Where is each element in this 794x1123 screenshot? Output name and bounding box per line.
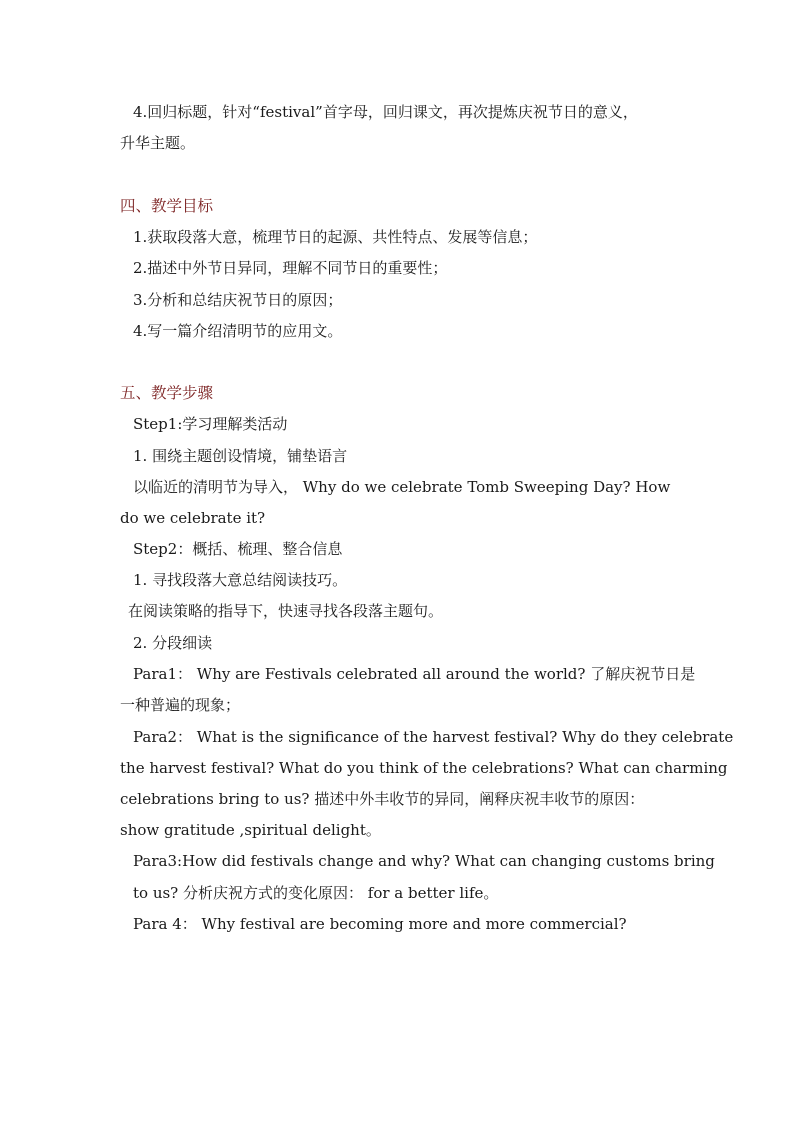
step1-intro-line-2: do we celebrate it? xyxy=(120,509,266,527)
para3-line-1: Para3:How did festivals change and why? What can changing customs bring xyxy=(133,852,715,870)
step1-intro-line-1: 以临近的清明节为导入， Why do we celebrate Tomb Sweeping Day? How xyxy=(133,478,671,496)
steps-heading: 五、教学步骤 xyxy=(120,384,214,402)
para2-line-3: celebrations bring to us? 描述中外丰收节的异同，阐释庆祝丰收节的原因： xyxy=(120,790,645,808)
step2-item-2: 2. 分段细读 xyxy=(133,634,213,652)
objective-item-1: 1.获取段落大意，梳理节日的起源、共性特点、发展等信息； xyxy=(133,228,538,246)
objectives-heading: 四、教学目标 xyxy=(120,197,214,215)
objective-item-3: 3.分析和总结庆祝节日的原因； xyxy=(133,291,343,309)
para1-line-2: 一种普遍的现象； xyxy=(120,696,241,714)
intro-item-4-line-1: 4.回归标题，针对“festival”首字母，回归课文，再次提炼庆祝节日的意义， xyxy=(133,103,638,121)
step2-item-1: 1. 寻找段落大意总结阅读技巧。 xyxy=(133,571,348,589)
step1-title: Step1:学习理解类活动 xyxy=(133,415,288,433)
intro-item-4-line-2: 升华主题。 xyxy=(120,134,196,152)
step2-item-1-description: 在阅读策略的指导下，快速寻找各段落主题句。 xyxy=(128,602,444,620)
objective-item-2: 2.描述中外节日异同，理解不同节日的重要性； xyxy=(133,259,448,277)
para2-line-1: Para2： What is the significance of the harvest festival? Why do they celebrate xyxy=(133,728,734,746)
para4-line-1: Para 4： Why festival are becoming more and more commercial? xyxy=(133,915,627,933)
para3-line-2: to us? 分析庆祝方式的变化原因： for a better life。 xyxy=(133,884,499,902)
para2-line-4: show gratitude ,spiritual delight。 xyxy=(120,821,381,839)
step2-title: Step2：概括、梳理、整合信息 xyxy=(133,540,343,558)
para2-line-2: the harvest festival? What do you think of the celebrations? What can charming xyxy=(120,759,728,777)
objective-item-4: 4.写一篇介绍清明节的应用文。 xyxy=(133,322,343,340)
para1-line-1: Para1： Why are Festivals celebrated all around the world? 了解庆祝节日是 xyxy=(133,665,696,683)
step1-item-1: 1. 围绕主题创设情境，铺垫语言 xyxy=(133,447,348,465)
